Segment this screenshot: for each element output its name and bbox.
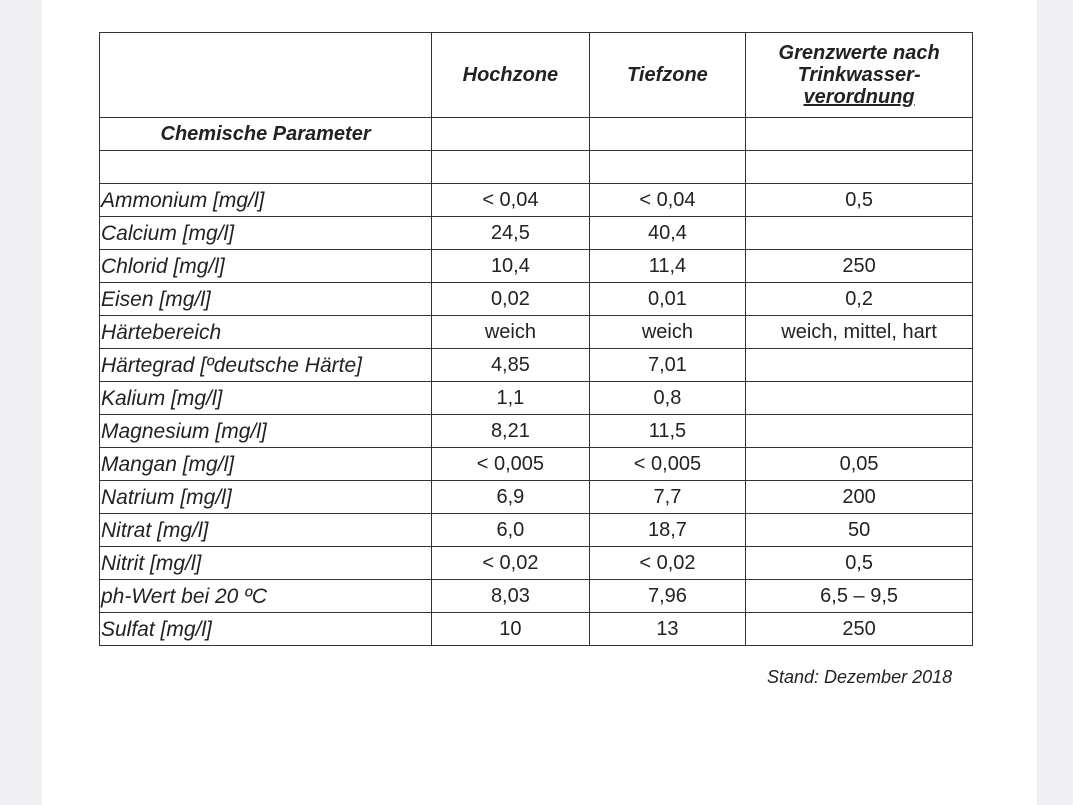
tiefzone-cell: 0,01 [589,283,746,316]
table-row [100,514,973,547]
hochzone-cell: < 0,02 [432,547,590,580]
parameter-cell: Eisen [mg/l] [100,283,432,316]
header-empty-cell [100,33,432,118]
grenzwert-cell: 250 [746,613,973,646]
water-quality-table [99,32,973,646]
table-row [100,349,973,382]
section-label: Chemische Parameter [100,118,432,151]
tiefzone-cell: 0,8 [589,382,746,415]
table-body [100,184,973,646]
grenzwert-cell: 250 [746,250,973,283]
tiefzone-cell: 18,7 [589,514,746,547]
table-row [100,184,973,217]
header-tiefzone: Tiefzone [589,33,746,118]
table-row [100,415,973,448]
tiefzone-cell: < 0,04 [589,184,746,217]
hochzone-cell: < 0,04 [432,184,590,217]
table-row [100,217,973,250]
parameter-cell: Natrium [mg/l] [100,481,432,514]
empty-cell [432,118,590,151]
grenzwert-cell: 50 [746,514,973,547]
empty-cell [589,151,746,184]
hochzone-cell: weich [432,316,590,349]
empty-cell [432,151,590,184]
hochzone-cell: 6,9 [432,481,590,514]
hochzone-cell: 10,4 [432,250,590,283]
header-hochzone: Hochzone [432,33,590,118]
parameter-cell: Härtebereich [100,316,432,349]
tiefzone-cell: 13 [589,613,746,646]
tiefzone-cell: < 0,005 [589,448,746,481]
parameter-cell: Kalium [mg/l] [100,382,432,415]
grenzwert-cell: 200 [746,481,973,514]
grenzwert-cell: 0,5 [746,547,973,580]
header-grenzwerte-line2: Trinkwasser- [797,64,921,86]
table-row [100,547,973,580]
tiefzone-cell: 7,96 [589,580,746,613]
parameter-cell: ph-Wert bei 20 ºC [100,580,432,613]
hochzone-cell: 8,03 [432,580,590,613]
parameter-cell: Ammonium [mg/l] [100,184,432,217]
table-row [100,481,973,514]
parameter-cell: Chlorid [mg/l] [100,250,432,283]
empty-cell [746,151,973,184]
parameter-cell: Nitrat [mg/l] [100,514,432,547]
table-row [100,250,973,283]
grenzwert-cell [746,217,973,250]
stand-date-note: Stand: Dezember 2018 [767,667,953,687]
grenzwert-cell [746,415,973,448]
tiefzone-cell: < 0,02 [589,547,746,580]
grenzwert-cell: 0,5 [746,184,973,217]
header-grenzwerte-line1: Grenzwerte nach [778,42,940,64]
parameter-cell: Nitrit [mg/l] [100,547,432,580]
parameter-cell: Sulfat [mg/l] [100,613,432,646]
hochzone-cell: 1,1 [432,382,590,415]
table-row [100,580,973,613]
parameter-cell: Härtegrad [ºdeutsche Härte] [100,349,432,382]
spacer-row [100,151,973,184]
grenzwert-cell: weich, mittel, hart [746,316,973,349]
table-row [100,613,973,646]
document-page [42,0,1037,805]
grenzwert-cell: 0,2 [746,283,973,316]
tiefzone-cell: 7,7 [589,481,746,514]
tiefzone-cell: 40,4 [589,217,746,250]
hochzone-cell: 10 [432,613,590,646]
tiefzone-cell: weich [589,316,746,349]
hochzone-cell: 24,5 [432,217,590,250]
hochzone-cell: 4,85 [432,349,590,382]
grenzwert-cell [746,349,973,382]
tiefzone-cell: 7,01 [589,349,746,382]
parameter-cell: Mangan [mg/l] [100,448,432,481]
grenzwert-cell [746,382,973,415]
empty-cell [746,118,973,151]
tiefzone-cell: 11,5 [589,415,746,448]
tiefzone-cell: 11,4 [589,250,746,283]
hochzone-cell: < 0,005 [432,448,590,481]
parameter-cell: Calcium [mg/l] [100,217,432,250]
hochzone-cell: 0,02 [432,283,590,316]
parameter-cell: Magnesium [mg/l] [100,415,432,448]
empty-cell [100,151,432,184]
hochzone-cell: 6,0 [432,514,590,547]
table-row [100,316,973,349]
empty-cell [589,118,746,151]
table-row [100,448,973,481]
header-grenzwerte [746,33,973,118]
grenzwert-cell: 6,5 – 9,5 [746,580,973,613]
header-grenzwerte-line3: verordnung [803,86,915,108]
table-header-row [100,33,973,118]
table-row [100,283,973,316]
hochzone-cell: 8,21 [432,415,590,448]
grenzwert-cell: 0,05 [746,448,973,481]
table-row [100,382,973,415]
section-label-row [100,118,973,151]
